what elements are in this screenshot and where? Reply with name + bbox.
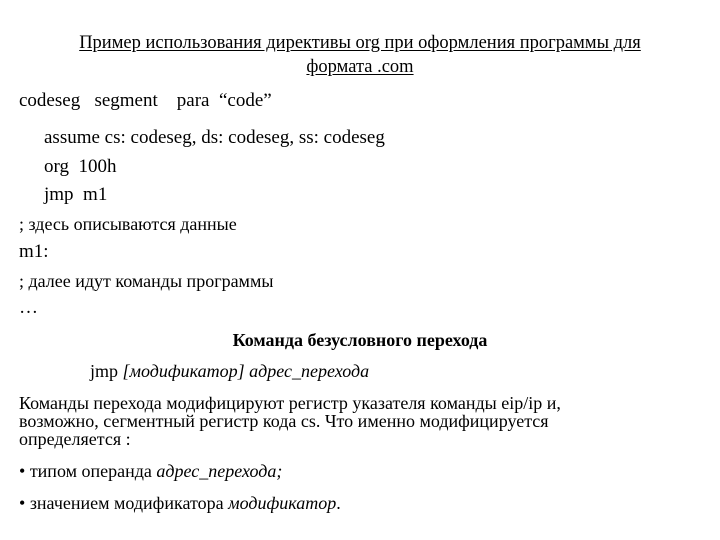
jmp-syntax-keyword: jmp (90, 361, 123, 381)
page-title-line-1: Пример использования директивы org при оформления программы для (79, 33, 641, 53)
bullet-emphasis: адрес_перехода; (156, 461, 283, 481)
code-segment-line: codeseg segment para “code” (19, 90, 272, 111)
bullet-suffix: . (336, 493, 341, 513)
page-title-line-2: формата .com (306, 57, 414, 77)
bullet-text: типом операнда (29, 461, 157, 481)
bullet-marker: • (19, 461, 30, 481)
paragraph-line-1: Команды перехода модифицируют регистр указателя команды eip/ip и, (19, 393, 561, 413)
code-comment-data: ; здесь описываются данные (19, 214, 237, 234)
bullet-marker: • (19, 493, 30, 513)
bullet-emphasis: модификатор (228, 493, 337, 513)
paragraph-line-3: определяется : (19, 429, 131, 449)
paragraph-line-2: возможно, сегментный регистр кода cs. Что именно модифицируется (19, 411, 549, 431)
bullet-item (19, 492, 341, 514)
code-assume-line: assume cs: codeseg, ds: codeseg, ss: codeseg (44, 127, 385, 148)
code-org-line: org 100h (44, 156, 117, 177)
jmp-syntax-args: [модификатор] адрес_перехода (122, 361, 370, 381)
section-heading: Команда безусловного перехода (232, 330, 488, 350)
code-ellipsis: … (19, 297, 38, 318)
code-comment-commands: ; далее идут команды программы (19, 271, 274, 291)
code-jmp-line: jmp m1 (44, 184, 108, 205)
jmp-syntax (90, 360, 369, 382)
code-label-m1: m1: (19, 241, 49, 262)
bullet-text: значением модификатора (29, 493, 229, 513)
bullet-item (19, 460, 282, 482)
